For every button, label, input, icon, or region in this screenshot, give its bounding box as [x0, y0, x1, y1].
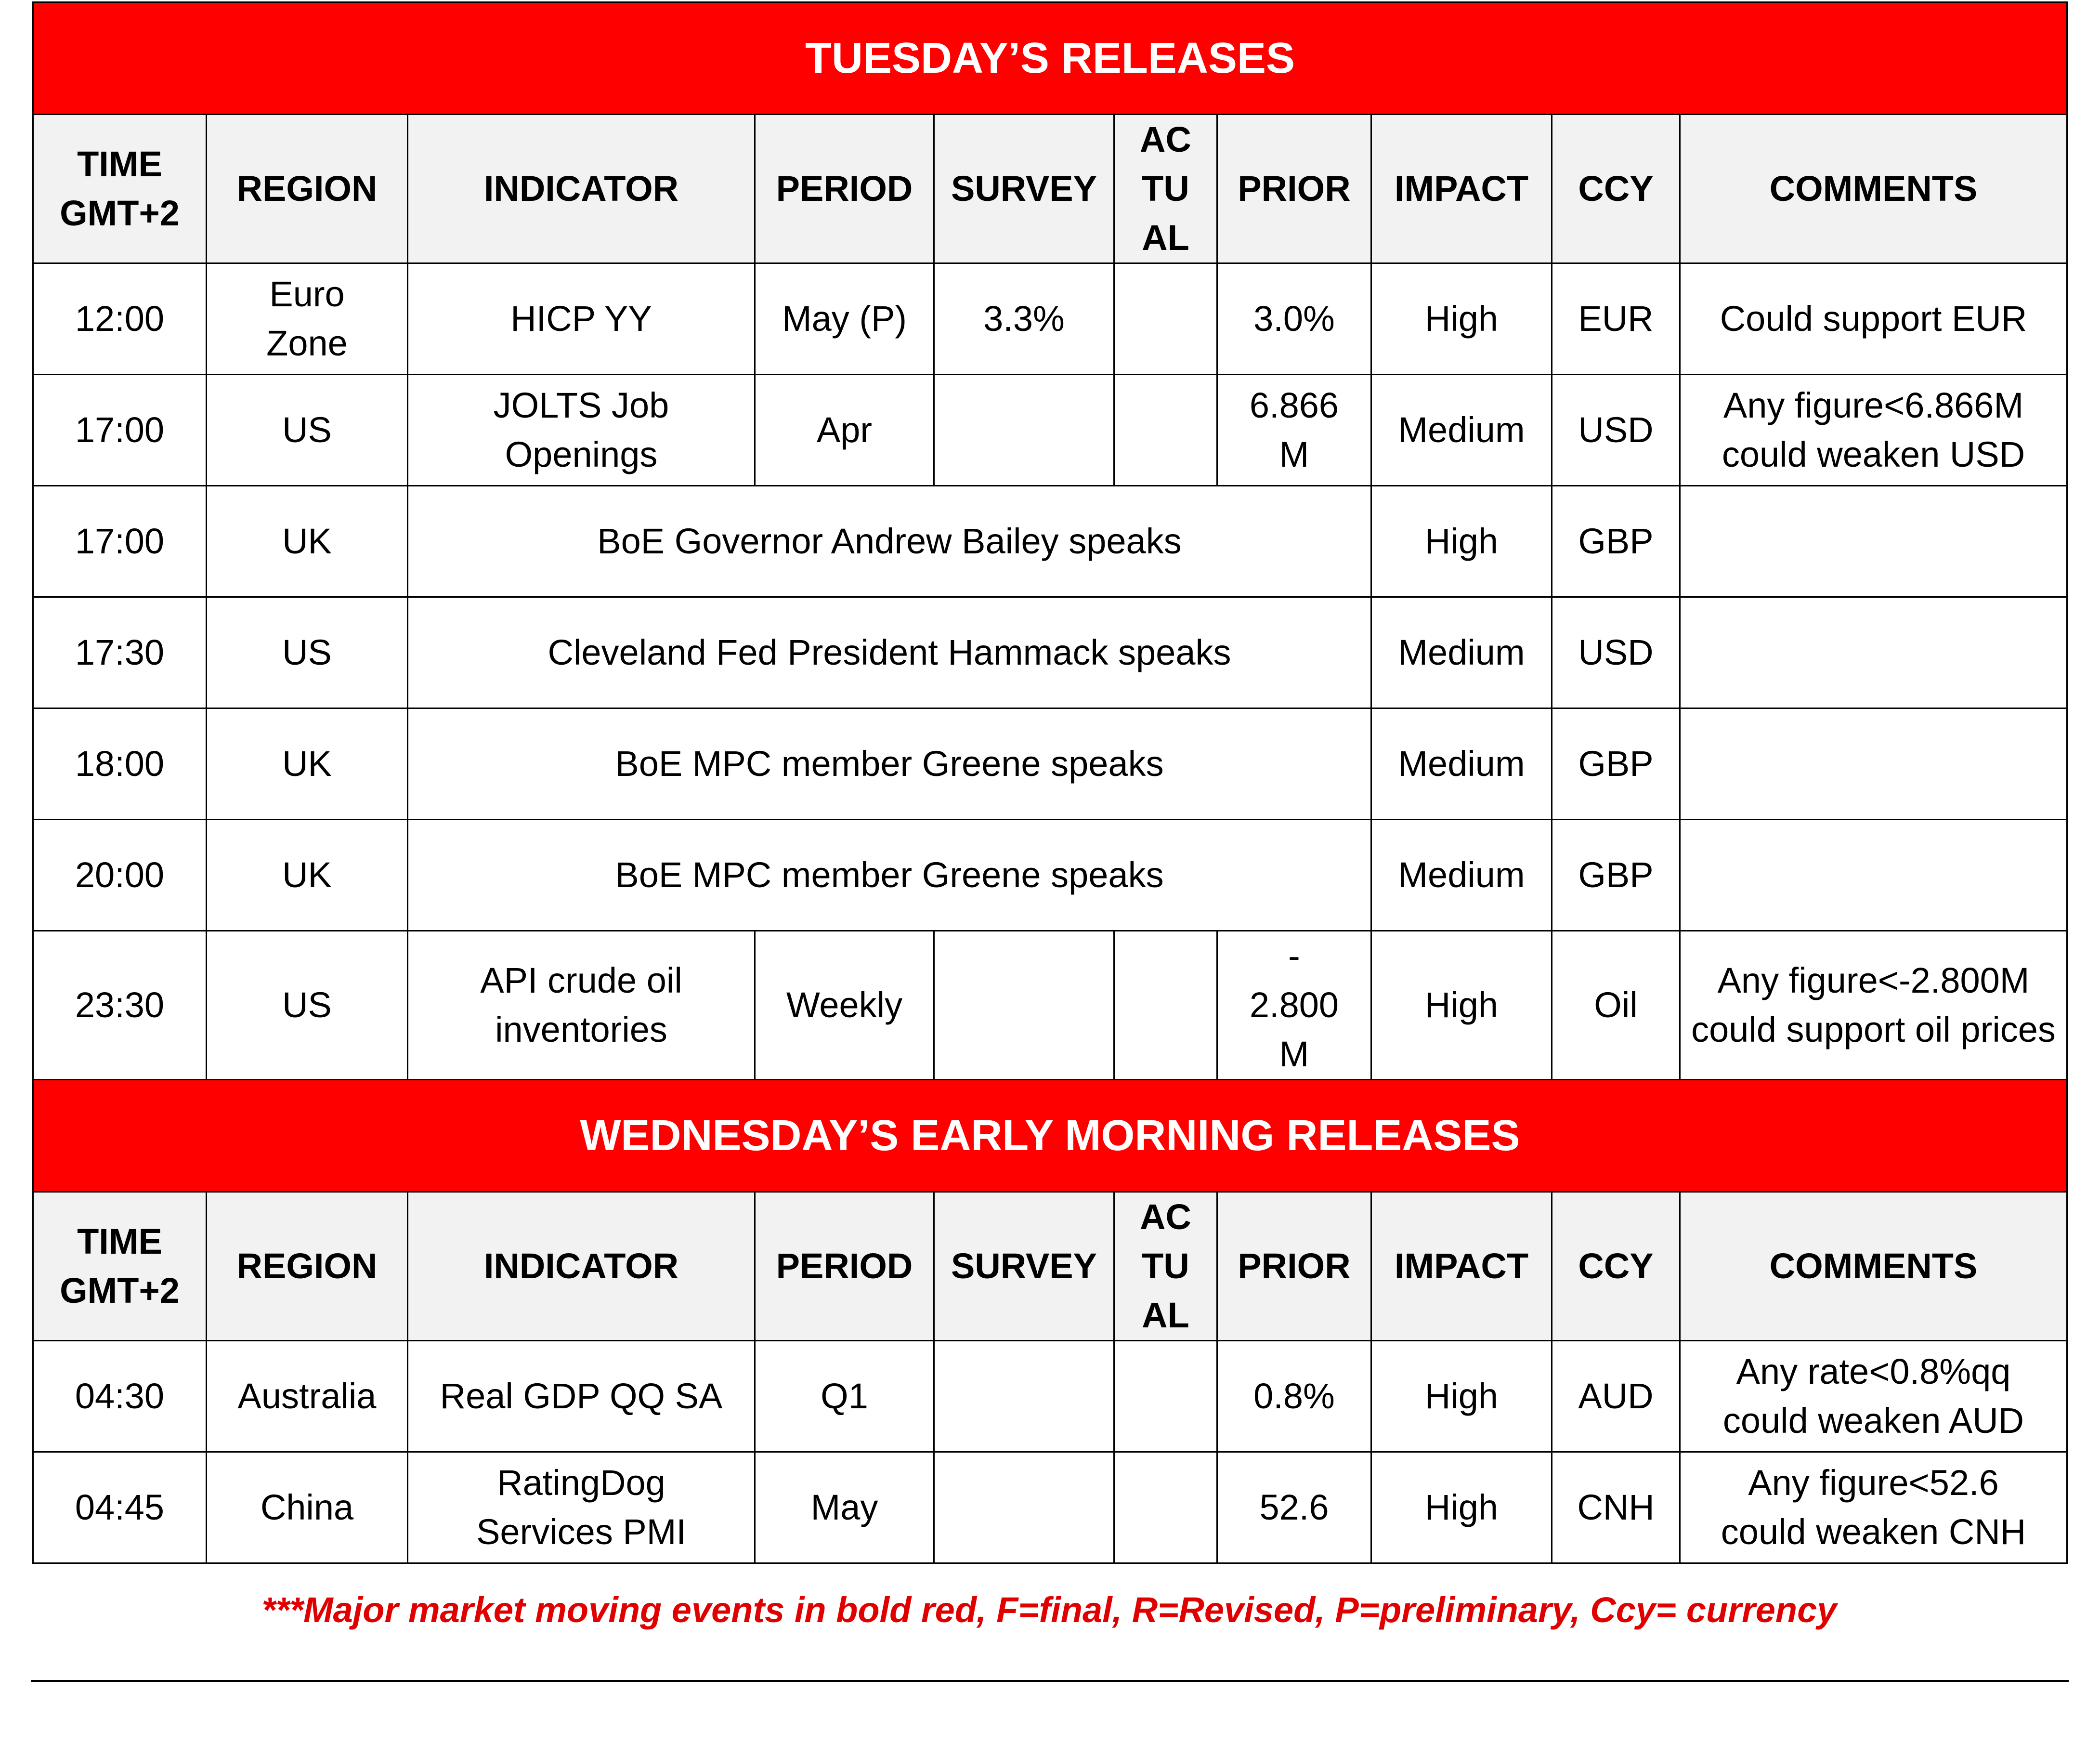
table-row [33, 708, 2067, 820]
releases-table [32, 1, 2068, 1564]
col-time-header: TIME GMT+2 [33, 1192, 207, 1341]
cell-indicator: Real GDP QQ SA [408, 1341, 755, 1452]
col-period-header: PERIOD [755, 1192, 934, 1341]
cell-actual [1114, 931, 1217, 1080]
col-time-header: TIME GMT+2 [33, 115, 207, 263]
tuesday-title: TUESDAY’S RELEASES [33, 2, 2067, 115]
cell-region: Euro Zone [207, 263, 408, 375]
cell-ccy: GBP [1552, 820, 1680, 931]
cell-prior: - 2.800 M [1217, 931, 1371, 1080]
col-region-header: REGION [207, 115, 408, 263]
cell-impact: High [1371, 931, 1552, 1080]
cell-region: US [207, 597, 408, 708]
col-region-header: REGION [207, 1192, 408, 1341]
cell-time: 04:30 [33, 1341, 207, 1452]
cell-comments: Any figure<6.866M could weaken USD [1680, 375, 2067, 486]
cell-region: China [207, 1452, 408, 1563]
cell-comments: Could support EUR [1680, 263, 2067, 375]
col-actual-header: AC TU AL [1114, 115, 1217, 263]
col-prior-header: PRIOR [1217, 1192, 1371, 1341]
cell-comments: Any rate<0.8%qq could weaken AUD [1680, 1341, 2067, 1452]
cell-ccy: EUR [1552, 263, 1680, 375]
cell-region: UK [207, 486, 408, 597]
col-indicator-header: INDICATOR [408, 115, 755, 263]
cell-event: BoE MPC member Greene speaks [408, 708, 1371, 820]
cell-impact: High [1371, 1452, 1552, 1563]
cell-comments: Any figure<52.6 could weaken CNH [1680, 1452, 2067, 1563]
cell-prior: 52.6 [1217, 1452, 1371, 1563]
cell-period: Q1 [755, 1341, 934, 1452]
cell-region: US [207, 931, 408, 1080]
cell-ccy: GBP [1552, 486, 1680, 597]
cell-comments [1680, 486, 2067, 597]
tuesday-header-row [33, 115, 2067, 263]
cell-comments [1680, 597, 2067, 708]
cell-comments: Any figure<-2.800M could support oil prices [1680, 931, 2067, 1080]
cell-time: 12:00 [33, 263, 207, 375]
table-row [33, 1341, 2067, 1452]
cell-actual [1114, 375, 1217, 486]
cell-indicator: API crude oil inventories [408, 931, 755, 1080]
cell-survey [934, 375, 1114, 486]
cell-time: 18:00 [33, 708, 207, 820]
cell-time: 20:00 [33, 820, 207, 931]
table-row [33, 931, 2067, 1080]
cell-ccy: GBP [1552, 708, 1680, 820]
wednesday-title: WEDNESDAY’S EARLY MORNING RELEASES [33, 1080, 2067, 1192]
cell-impact: Medium [1371, 708, 1552, 820]
cell-survey [934, 931, 1114, 1080]
wednesday-banner [33, 1080, 2067, 1192]
cell-region: Australia [207, 1341, 408, 1452]
cell-prior: 3.0% [1217, 263, 1371, 375]
cell-impact: Medium [1371, 597, 1552, 708]
cell-survey: 3.3% [934, 263, 1114, 375]
cell-indicator: RatingDog Services PMI [408, 1452, 755, 1563]
cell-impact: High [1371, 1341, 1552, 1452]
cell-time: 17:00 [33, 375, 207, 486]
table-row [33, 820, 2067, 931]
cell-indicator: HICP YY [408, 263, 755, 375]
cell-region: US [207, 375, 408, 486]
cell-region: UK [207, 820, 408, 931]
table-row [33, 486, 2067, 597]
cell-actual [1114, 1341, 1217, 1452]
cell-actual [1114, 263, 1217, 375]
col-impact-header: IMPACT [1371, 115, 1552, 263]
col-actual-header: AC TU AL [1114, 1192, 1217, 1341]
cell-survey [934, 1341, 1114, 1452]
table-row [33, 1452, 2067, 1563]
cell-time: 04:45 [33, 1452, 207, 1563]
cell-event: Cleveland Fed President Hammack speaks [408, 597, 1371, 708]
footnote: ***Major market moving events in bold red, F=final, R=Revised, P=preliminary, Ccy= currency [261, 1590, 1837, 1630]
cell-ccy: Oil [1552, 931, 1680, 1080]
cell-indicator: JOLTS Job Openings [408, 375, 755, 486]
cell-ccy: USD [1552, 375, 1680, 486]
cell-comments [1680, 708, 2067, 820]
cell-period: May [755, 1452, 934, 1563]
cell-time: 23:30 [33, 931, 207, 1080]
cell-ccy: AUD [1552, 1341, 1680, 1452]
cell-impact: Medium [1371, 820, 1552, 931]
col-indicator-header: INDICATOR [408, 1192, 755, 1341]
cell-prior: 6.866 M [1217, 375, 1371, 486]
table-row [33, 263, 2067, 375]
table-row [33, 597, 2067, 708]
col-ccy-header: CCY [1552, 1192, 1680, 1341]
bottom-divider [31, 1680, 2069, 1682]
cell-event: BoE MPC member Greene speaks [408, 820, 1371, 931]
col-survey-header: SURVEY [934, 1192, 1114, 1341]
cell-ccy: CNH [1552, 1452, 1680, 1563]
cell-impact: Medium [1371, 375, 1552, 486]
cell-period: Apr [755, 375, 934, 486]
cell-survey [934, 1452, 1114, 1563]
cell-comments [1680, 820, 2067, 931]
cell-period: Weekly [755, 931, 934, 1080]
cell-impact: High [1371, 263, 1552, 375]
economic-calendar [32, 1, 2066, 1564]
cell-time: 17:00 [33, 486, 207, 597]
cell-actual [1114, 1452, 1217, 1563]
cell-time: 17:30 [33, 597, 207, 708]
cell-ccy: USD [1552, 597, 1680, 708]
col-survey-header: SURVEY [934, 115, 1114, 263]
col-comments-header: COMMENTS [1680, 115, 2067, 263]
table-row [33, 375, 2067, 486]
cell-period: May (P) [755, 263, 934, 375]
col-impact-header: IMPACT [1371, 1192, 1552, 1341]
cell-region: UK [207, 708, 408, 820]
col-period-header: PERIOD [755, 115, 934, 263]
cell-prior: 0.8% [1217, 1341, 1371, 1452]
cell-impact: High [1371, 486, 1552, 597]
cell-event: BoE Governor Andrew Bailey speaks [408, 486, 1371, 597]
col-prior-header: PRIOR [1217, 115, 1371, 263]
col-ccy-header: CCY [1552, 115, 1680, 263]
tuesday-banner [33, 2, 2067, 115]
wednesday-header-row [33, 1192, 2067, 1341]
col-comments-header: COMMENTS [1680, 1192, 2067, 1341]
